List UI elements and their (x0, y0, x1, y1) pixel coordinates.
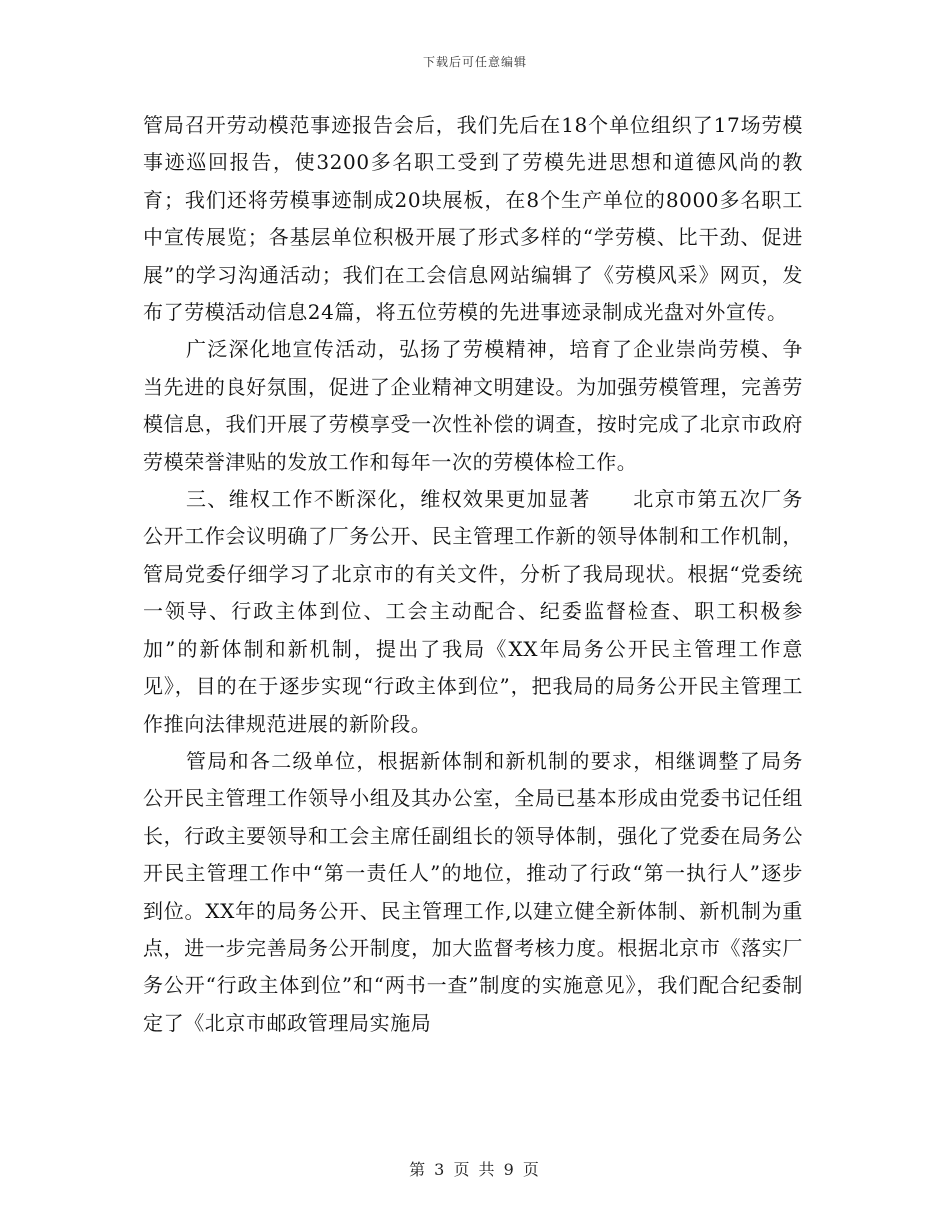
paragraph-leadership-system: 管局和各二级单位，根据新体制和新机制的要求，相继调整了局务公开民主管理工作领导小组及其办公室，全局已基本形成由党委书记任组长，行政主要领导和工会主席任副组长的领导体制，强化了党委在局务公开民主管理工作中“第一责任人”的地位，推动了行政“第一执行人”逐步到位。XX年的局务公开、民主管理工作,以建立健全新体制、新机制为重点，进一步完善局务公开制度，加大监督考核力度。根据北京市《落实厂务公开“行政主体到位”和“两书一查”制度的实施意见》，我们配合纪委制定了《北京市邮政管理局实施局 (143, 748, 803, 1035)
page-number-footer: 第 3 页 共 9 页 (409, 1160, 541, 1179)
paragraph-labor-model-reports: 管局召开劳动模范事迹报告会后，我们先后在18个单位组织了17场劳模事迹巡回报告，使3200多名职工受到了劳模先进思想和道德风尚的教育；我们还将劳模事迹制成20块展板，在8个生产单位的8000多名职工中宣传展览；各基层单位积极开展了形式多样的“学劳模、比干劲、促进展”的学习沟通活动；我们在工会信息网站编辑了《劳模风采》网页，发布了劳模活动信息24篇，将五位劳模的先进事迹录制成光盘对外宣传。 (143, 113, 803, 325)
page-header-note: 下载后可任意编辑 (422, 55, 527, 69)
document-body (143, 107, 803, 1042)
paragraph-rights-protection: 三、维权工作不断深化，维权效果更加显著 北京市第五次厂务公开工作会议明确了厂务公开、民主管理工作新的领导体制和工作机制，管局党委仔细学习了北京市的有关文件，分析了我局现状。根据“党委统一领导、行政主体到位、工会主动配合、纪委监督检查、职工积极参加”的新体制和新机制，提出了我局《XX年局务公开民主管理工作意见》，目的在于逐步实现“行政主体到位”，把我局的局务公开民主管理工作推向法律规范进展的新阶段。 (143, 487, 803, 736)
paragraph-labor-model-publicity: 广泛深化地宣传活动，弘扬了劳模精神，培育了企业崇尚劳模、争当先进的良好氛围，促进了企业精神文明建设。为加强劳模管理，完善劳模信息，我们开展了劳模享受一次性补偿的调查，按时完成了北京市政府劳模荣誉津贴的发放工作和每年一次的劳模体检工作。 (143, 337, 803, 474)
